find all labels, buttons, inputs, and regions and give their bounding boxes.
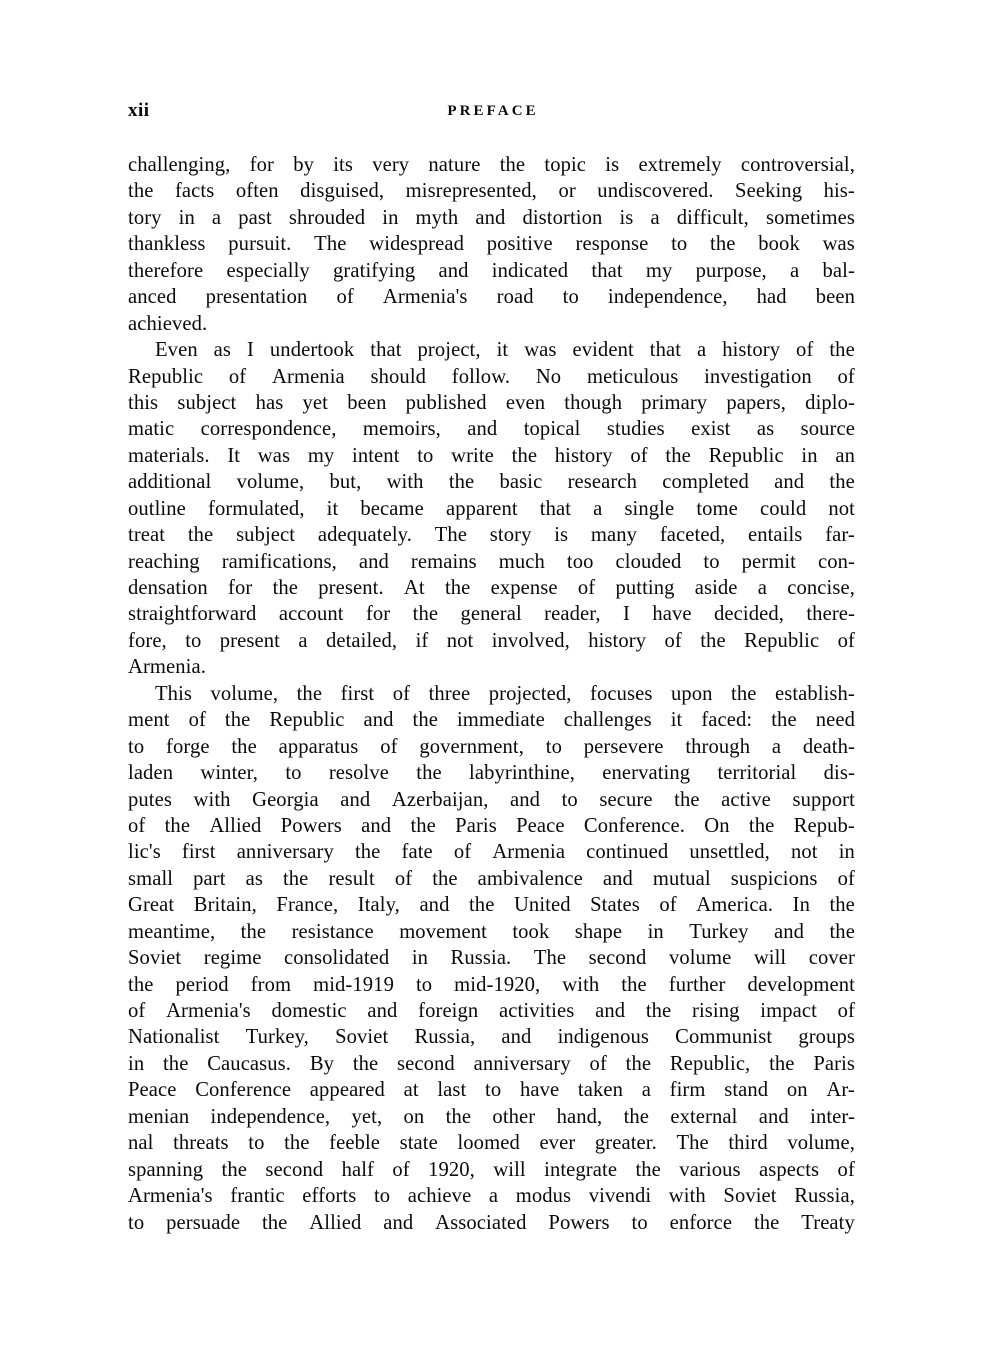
text-line: achieved. [128,312,208,335]
running-head-title: PREFACE [447,103,539,119]
text-line: Armenia. [128,656,206,679]
text-line: Great Britain, France, Italy, and the United States of America. In the [128,894,855,917]
text-line: tory in a past shrouded in myth and distortion is a difficult, sometimes [128,206,855,229]
text-line: Nationalist Turkey, Soviet Russia, and indigenous Communist groups [128,1026,855,1049]
page-number: xii [128,100,150,121]
text-line: Even as I undertook that project, it was evident that a history of the [155,339,855,362]
text-line: of Armenia's domestic and foreign activities and the rising impact of [128,1000,855,1022]
text-line: small part as the result of the ambivalence and mutual suspicions of [128,867,855,890]
text-line: putes with Georgia and Azerbaijan, and to secure the active support [128,788,855,811]
text-line: materials. It was my intent to write the history of the Republic in an [128,444,855,467]
text-line: challenging, for by its very nature the topic is extremely controversial, [128,154,855,176]
text-line: therefore especially gratifying and indicated that my purpose, a bal- [128,259,855,282]
text-line: Soviet regime consolidated in Russia. The second volume will cover [128,947,855,970]
text-line: in the Caucasus. By the second anniversary of the Republic, the Paris [128,1052,855,1075]
text-line: menian independence, yet, on the other hand, the external and inter- [128,1105,855,1128]
text-line: meantime, the resistance movement took shape in Turkey and the [128,920,855,943]
paragraph [128,337,855,681]
text-line: lic's first anniversary the fate of Armenia continued unsettled, not in [128,841,855,864]
text-line: Republic of Armenia should follow. No meticulous investigation of [128,365,855,388]
text-line: additional volume, but, with the basic research completed and the [128,471,855,494]
text-line: of the Allied Powers and the Paris Peace Conference. On the Repub- [128,814,855,837]
text-line: straightforward account for the general reader, I have decided, there- [128,603,855,626]
text-line: to forge the apparatus of government, to persevere through a death- [128,735,855,758]
paragraph [128,152,855,337]
text-line: ment of the Republic and the immediate challenges it faced: the need [128,709,855,732]
body-text [128,152,855,1236]
text-line: the period from mid-1919 to mid-1920, with the further development [128,973,855,996]
text-line: spanning the second half of 1920, will integrate the various aspects of [128,1158,855,1181]
text-line: anced presentation of Armenia's road to independence, had been [128,286,855,309]
paragraph [128,681,855,1236]
text-line: This volume, the first of three projected, focuses upon the establish- [155,682,855,705]
text-line: reaching ramifications, and remains much too clouded to permit con- [128,550,855,573]
running-head [128,98,855,124]
text-line: laden winter, to resolve the labyrinthine, enervating territorial dis- [128,762,855,785]
text-line: Peace Conference appeared at last to have taken a firm stand on Ar- [128,1079,855,1102]
text-line: Armenia's frantic efforts to achieve a modus vivendi with Soviet Russia, [128,1185,855,1208]
text-line: densation for the present. At the expense of putting aside a concise, [128,577,855,599]
text-line: fore, to present a detailed, if not involved, history of the Republic of [128,629,855,652]
text-line: matic correspondence, memoirs, and topical studies exist as source [128,418,855,441]
text-line: the facts often disguised, misrepresented, or undiscovered. Seeking his- [128,180,855,203]
text-line: thankless pursuit. The widespread positive response to the book was [128,233,855,256]
text-line: this subject has yet been published even though primary papers, diplo- [128,391,855,414]
text-line: outline formulated, it became apparent that a single tome could not [128,497,855,520]
text-line: to persuade the Allied and Associated Powers to enforce the Treaty [128,1211,855,1234]
text-line: treat the subject adequately. The story is many faceted, entails far- [128,524,855,547]
text-line: nal threats to the feeble state loomed ever greater. The third volume, [128,1132,855,1155]
